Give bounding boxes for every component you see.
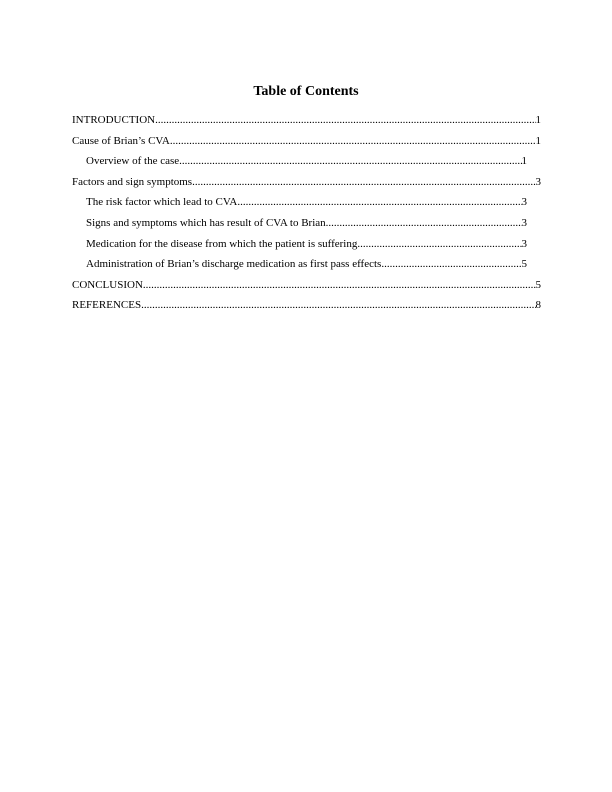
toc-entry-text: Overview of the case — [86, 155, 180, 168]
toc-dot-leader — [357, 238, 521, 251]
toc-title: Table of Contents — [253, 84, 359, 99]
toc-entry-text: The risk factor which lead to CVA — [86, 196, 238, 209]
toc-entry-conclusion[interactable] — [72, 279, 541, 300]
toc-page-number: 1 — [521, 155, 527, 168]
toc-entry-medication[interactable] — [86, 238, 527, 259]
toc-page-number: 3 — [521, 237, 527, 250]
toc-entry-text: Factors and sign symptoms — [72, 175, 193, 188]
toc-entry-risk-factor[interactable] — [86, 196, 527, 217]
toc-dot-leader — [179, 155, 521, 168]
toc-entry-text: CONCLUSION — [72, 278, 143, 291]
toc-dot-leader — [192, 176, 535, 189]
toc-page-number: 8 — [535, 299, 541, 312]
toc-dot-leader — [326, 217, 522, 230]
toc-page-number: 3 — [535, 175, 541, 188]
toc-entry-signs-and-symptoms[interactable] — [86, 217, 527, 238]
toc-dot-leader — [237, 196, 521, 209]
toc-list — [72, 114, 541, 320]
toc-entry-introduction[interactable] — [72, 114, 541, 135]
toc-page-number: 5 — [535, 278, 541, 291]
toc-entry-text: REFERENCES — [72, 299, 142, 312]
toc-entry-text: Signs and symptoms which has result of CVA to Brian — [86, 216, 326, 229]
toc-page-number: 1 — [535, 134, 541, 147]
toc-entry-overview-of-case[interactable] — [86, 155, 527, 176]
toc-entry-discharge-medication[interactable] — [86, 258, 527, 279]
toc-dot-leader — [381, 258, 521, 271]
toc-entry-references[interactable] — [72, 299, 541, 320]
toc-page-number: 1 — [535, 114, 541, 126]
toc-page-number: 5 — [521, 258, 527, 271]
toc-entry-text: Medication for the disease from which the patient is suffering — [86, 237, 358, 250]
toc-entry-text: Administration of Brian’s discharge medication as first pass effects — [86, 258, 382, 271]
toc-page-number: 3 — [521, 196, 527, 209]
toc-entry-text: INTRODUCTION — [72, 114, 156, 126]
toc-dot-leader — [143, 279, 536, 292]
toc-dot-leader — [155, 114, 535, 127]
toc-dot-leader — [170, 135, 536, 148]
toc-page-number: 3 — [521, 216, 527, 229]
toc-entry-factors-and-sign-symptoms[interactable] — [72, 176, 541, 197]
toc-entry-text: Cause of Brian’s CVA — [72, 134, 170, 147]
toc-entry-cause-of-cva[interactable] — [72, 135, 541, 156]
toc-dot-leader — [141, 299, 535, 312]
